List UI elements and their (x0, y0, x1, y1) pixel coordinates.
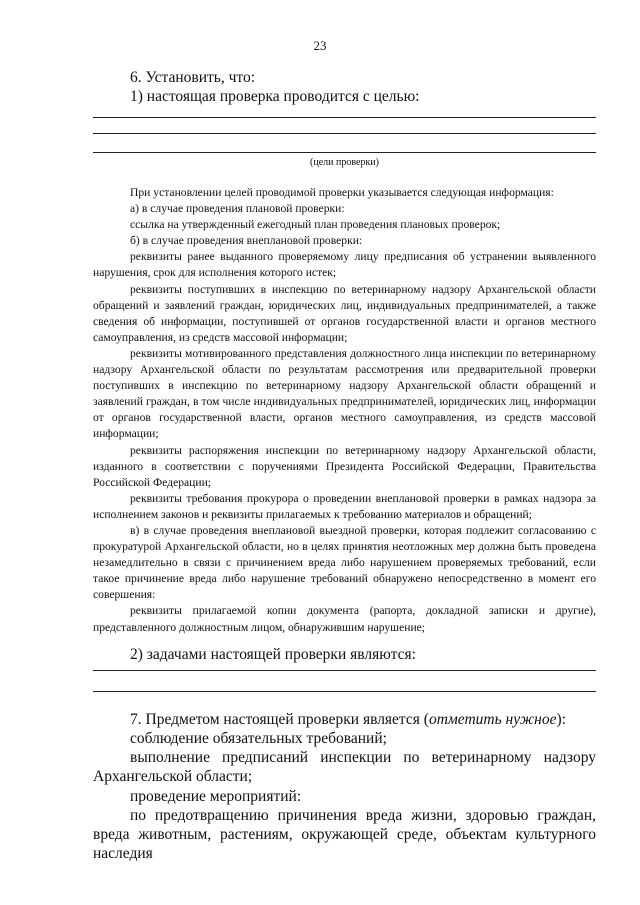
heading-emphasis: отметить нужное (428, 711, 557, 728)
paragraph: а) в случае проведения плановой проверки: (130, 202, 345, 216)
purpose-intro: 1) настоящая проверка проводится с целью: (130, 88, 420, 105)
section-7-items (93, 729, 596, 863)
list-item: соблюдение обязательных требований; (130, 730, 387, 747)
paragraph: реквизиты требования прокурора о проведении внеплановой проверки в рамках надзора за исполнением законов и реквизиты прилагаемых к требованию материалов и обращений; (93, 491, 596, 521)
fill-line (93, 152, 596, 153)
paragraph: б) в случае проведения внеплановой проверки: (130, 234, 363, 248)
paragraph: реквизиты поступивших в инспекцию по ветеринарному надзору Архангельской области обращений и заявлений граждан, юридических лиц, индивидуальных предпринимателей, а также сведения об информации, поступившей от органов государственной власти и органов местного самоуправления, из средств массовой информации; (93, 282, 596, 344)
paragraph: реквизиты мотивированного представления должностного лица инспекции по ветеринарному надзору Архангельской области по результатам рассмотрения или предварительной проверки поступивших в инспекцию по ветеринарному надзору Архангельской области обращений и заявлений граждан, в том числе индивидуальных предпринимателей, юридических лиц, информации от органов государственной власти, органов местного самоуправления, из средств массовой информации; (93, 346, 596, 441)
paragraph: При установлении целей проводимой проверки указывается следующая информация: (130, 186, 554, 199)
purpose-info-block (93, 185, 596, 636)
page-number: 23 (313, 38, 327, 53)
fill-line (93, 691, 596, 692)
list-item: по предотвращению причинения вреда жизни, здоровью граждан, вреда животным, растениям, окружающей среде, объектам культурного наследия (93, 806, 596, 863)
fill-line (93, 117, 596, 118)
list-item: проведение мероприятий: (130, 787, 302, 805)
paragraph: в) в случае проведения внеплановой выездной проверки, которая подлежит согласованию с прокуратурой Архангельской области, но в целях принятия неотложных мер должна быть проведена незамедлительно в связи с причинением вреда либо нарушением проверяемых требований, если такое причинение вреда либо нарушение требований обнаружено непосредственно в момент его совершения: (93, 523, 596, 602)
list-item: выполнение предписаний инспекции по ветеринарному надзору Архангельской области; (93, 749, 596, 786)
paragraph: реквизиты прилагаемой копии документа (рапорта, докладной записки и другие), представленного должностным лицом, обнаружившим нарушение; (93, 604, 596, 634)
tasks-intro: 2) задачами настоящей проверки являются: (130, 646, 416, 663)
paragraph: реквизиты распоряжения инспекции по ветеринарному надзору Архангельской области, изданного в соответствии с поручениями Президента Российской Федерации, Правительства Российской Федерации; (93, 443, 596, 489)
heading-text: ): (556, 711, 566, 728)
fill-line (93, 133, 596, 134)
fill-line (93, 670, 596, 671)
paragraph: ссылка на утвержденный ежегодный план проведения плановых проверок; (130, 218, 501, 232)
section-7-heading (93, 710, 636, 729)
paragraph: реквизиты ранее выданного проверяемому лицу предписания об устранении выявленного нарушения, срок для исполнения которого истек; (93, 250, 596, 280)
heading-text: 7. Предметом настоящей проверки является ( (130, 711, 429, 728)
purpose-caption: (цели проверки) (310, 157, 379, 168)
section-6-heading: 6. Установить, что: (130, 69, 256, 86)
